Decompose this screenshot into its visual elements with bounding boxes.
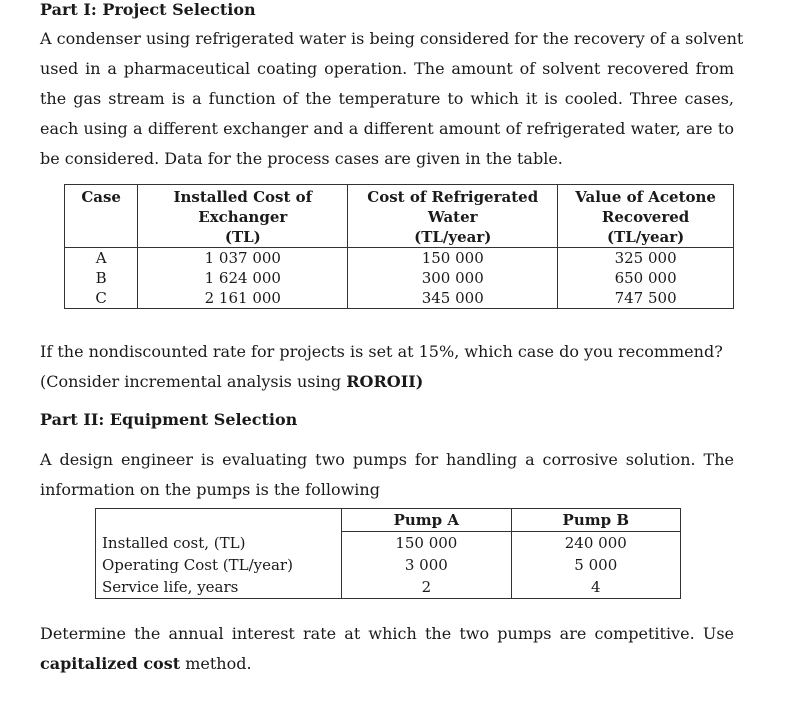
case-cell: C (65, 288, 138, 309)
pump-a-value: 150 000 (342, 532, 511, 555)
part1-intro-line: used in a pharmaceutical coating operation. The amount of solvent recovered from (40, 59, 734, 78)
header-refrigerated-water-cost (348, 185, 558, 248)
question-line: If the nondiscounted rate for projects is set at 15%, which case do you recommend? (40, 342, 723, 361)
water-cost-cell: 300 000 (348, 268, 558, 288)
part1-heading: Part I: Project Selection (40, 0, 256, 19)
header-text: Exchanger (198, 208, 288, 226)
part1-question (40, 337, 734, 397)
part1-intro-line: A condenser using refrigerated water is being considered for the recovery of a solvent (40, 29, 744, 48)
table-row (96, 554, 681, 576)
header-text: Water (427, 208, 478, 226)
pump-b-value: 5 000 (511, 554, 680, 576)
table-row (96, 576, 681, 599)
header-text: Value of Acetone (575, 188, 716, 206)
acetone-value-cell: 650 000 (558, 268, 734, 288)
header-text: Case (81, 188, 121, 206)
part1-intro-line: each using a different exchanger and a different amount of refrigerated water, are to (40, 119, 734, 138)
table-row (65, 268, 734, 288)
capitalized-cost-emphasis: capitalized cost (40, 654, 181, 673)
installed-cost-cell: 1 037 000 (138, 248, 348, 269)
task-line (40, 649, 734, 679)
question-line (40, 367, 734, 397)
header-text: (TL/year) (414, 228, 492, 246)
table-row (96, 532, 681, 555)
part2-task (40, 619, 734, 679)
row-label: Operating Cost (TL/year) (96, 554, 342, 576)
acetone-value-cell: 325 000 (558, 248, 734, 269)
header-text: (TL) (224, 228, 261, 246)
table-row (65, 248, 734, 269)
part2-heading: Part II: Equipment Selection (40, 410, 298, 429)
case-cell: A (65, 248, 138, 269)
part2-intro-paragraph (40, 445, 734, 505)
header-text: Installed Cost of (173, 188, 313, 206)
water-cost-cell: 150 000 (348, 248, 558, 269)
header-blank (96, 509, 342, 532)
pump-b-value: 4 (511, 576, 680, 599)
header-pump-a: Pump A (342, 509, 511, 532)
cases-table (64, 184, 734, 309)
header-acetone-value (558, 185, 734, 248)
task-line2-suffix: method. (180, 654, 252, 673)
question-line2-prefix: (Consider incremental analysis using (40, 372, 347, 391)
header-text: Cost of Refrigerated (367, 188, 539, 206)
pump-a-value: 2 (342, 576, 511, 599)
table-row (65, 288, 734, 309)
pump-b-value: 240 000 (511, 532, 680, 555)
water-cost-cell: 345 000 (348, 288, 558, 309)
installed-cost-cell: 2 161 000 (138, 288, 348, 309)
part2-intro-line: information on the pumps is the following (40, 480, 380, 499)
pumps-table (95, 508, 681, 599)
case-cell: B (65, 268, 138, 288)
pumps-table-header-row (96, 509, 681, 532)
rorol-emphasis: ROROII) (346, 372, 424, 391)
part1-intro-line: the gas stream is a function of the temperature to which it is cooled. Three cases, (40, 89, 734, 108)
part1-intro-line: be considered. Data for the process cases are given in the table. (40, 149, 563, 168)
pump-a-value: 3 000 (342, 554, 511, 576)
header-pump-b: Pump B (511, 509, 680, 532)
row-label: Service life, years (96, 576, 342, 599)
cases-table-header-row (65, 185, 734, 248)
installed-cost-cell: 1 624 000 (138, 268, 348, 288)
row-label: Installed cost, (TL) (96, 532, 342, 555)
task-line: Determine the annual interest rate at which the two pumps are competitive. Use (40, 624, 734, 643)
header-text: Recovered (601, 208, 690, 226)
part1-intro-paragraph (40, 24, 744, 174)
acetone-value-cell: 747 500 (558, 288, 734, 309)
header-case (65, 185, 138, 248)
header-installed-cost (138, 185, 348, 248)
header-text: (TL/year) (606, 228, 685, 246)
part2-intro-line: A design engineer is evaluating two pumps for handling a corrosive solution. The (40, 450, 734, 469)
